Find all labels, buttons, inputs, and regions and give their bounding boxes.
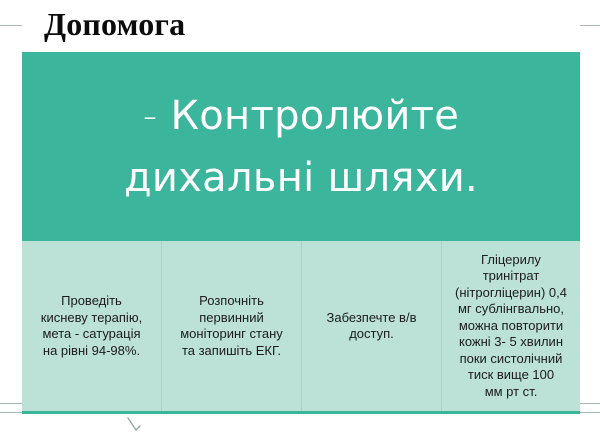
- slide-title: Допомога: [44, 6, 186, 42]
- decorative-line-right-top: [580, 25, 600, 26]
- header-bullet: -: [142, 92, 158, 139]
- step-iv-access: [302, 241, 442, 411]
- step-monitoring-line-2: первинний: [199, 309, 264, 325]
- step-nitroglycerin-line-2: тринітрат: [482, 268, 540, 284]
- accent-line: [22, 411, 580, 414]
- corner-tick-icon: [124, 414, 144, 434]
- step-nitroglycerin-text: [455, 252, 567, 401]
- content-card: [22, 52, 580, 414]
- step-nitroglycerin-line-5: можна повторити: [458, 317, 564, 333]
- step-oxygen-therapy-line-4: на рівні 94-98%.: [42, 342, 141, 358]
- step-nitroglycerin-line-9: мм рт ст.: [484, 383, 538, 399]
- step-iv-access-line-2: доступ.: [349, 326, 394, 341]
- step-iv-access-line-1: Забезпечте в/в: [326, 309, 417, 325]
- decorative-line-left-top: [0, 25, 22, 26]
- step-monitoring-text: [180, 293, 283, 359]
- header-punctuation: .: [465, 154, 479, 201]
- step-monitoring-line-3: моніторинг стану: [180, 326, 283, 341]
- step-nitroglycerin: [442, 241, 580, 411]
- step-iv-access-text: [327, 310, 417, 343]
- step-oxygen-therapy: [22, 241, 162, 411]
- header-line-1: Контролюйте: [170, 92, 460, 139]
- step-nitroglycerin-line-7: поки систолічний: [459, 350, 563, 366]
- header-line-2: дихальні шляхи: [123, 154, 466, 201]
- step-nitroglycerin-line-6: кожні 3- 5 хвилин: [459, 334, 563, 350]
- step-monitoring-line-4: та запишіть ЕКГ.: [181, 342, 282, 358]
- steps-row: [22, 241, 580, 411]
- step-oxygen-therapy-line-3: мета - сатурація: [42, 326, 141, 341]
- step-oxygen-therapy-line-2: кисневу терапію,: [40, 309, 143, 325]
- header-text: [124, 85, 478, 209]
- decorative-line-right-bottom: [580, 403, 600, 404]
- step-nitroglycerin-line-3: (нітрогліцерин) 0,4: [455, 284, 567, 300]
- decorative-line-left-bottom: [0, 403, 22, 404]
- step-oxygen-therapy-text: [41, 293, 142, 359]
- step-oxygen-therapy-line-1: Проведіть: [61, 293, 122, 308]
- header-band: [22, 52, 580, 241]
- step-monitoring-line-1: Розпочніть: [199, 293, 264, 308]
- step-nitroglycerin-line-4: мг сублінгвально,: [457, 301, 565, 317]
- step-monitoring: [162, 241, 302, 411]
- step-nitroglycerin-line-8: тиск вище 100: [467, 367, 555, 383]
- step-nitroglycerin-line-1: Гліцерилу: [481, 251, 541, 267]
